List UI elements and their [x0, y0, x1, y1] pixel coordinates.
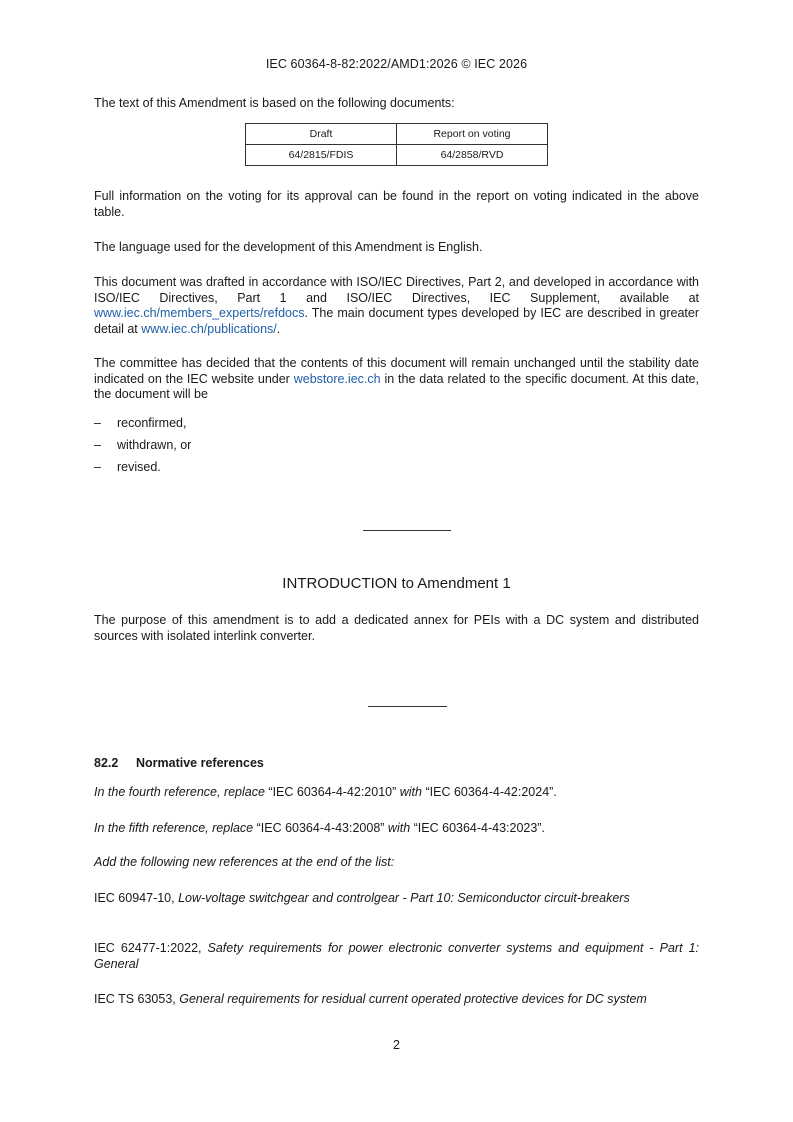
reference-id: IEC 60947-10,	[94, 891, 179, 905]
reference-id: IEC TS 63053,	[94, 992, 180, 1006]
table-cell: 64/2858/RVD	[397, 145, 548, 166]
list-item-text: withdrawn, or	[117, 438, 192, 452]
table-header-cell: Report on voting	[397, 124, 548, 145]
section-title: Normative references	[136, 756, 264, 770]
instruction-fifth-reference	[94, 821, 699, 837]
list-item	[94, 460, 161, 475]
instruction-text: with	[384, 821, 414, 835]
directives-text: . The main document types developed by IEC are described in greater detail at	[94, 306, 699, 336]
stability-paragraph	[94, 356, 699, 403]
list-item	[94, 438, 191, 453]
page-header: IEC 60364-8-82:2022/AMD1:2026 © IEC 2026	[265, 57, 528, 71]
reference-title: Safety requirements for power electronic converter systems and equipment - Part 1: General	[94, 941, 699, 971]
list-item-text: revised.	[117, 460, 161, 474]
voting-documents-table	[245, 123, 548, 166]
directives-paragraph	[94, 275, 699, 337]
section-heading	[94, 756, 264, 770]
instruction-text: with	[396, 785, 426, 799]
section-divider	[368, 706, 447, 707]
section-number: 82.2	[94, 756, 119, 770]
reference-id: IEC 62477-1:2022,	[94, 941, 208, 955]
reference-entry	[94, 992, 699, 1008]
publications-link[interactable]: www.iec.ch/publications/	[141, 321, 277, 336]
reference-entry	[94, 891, 699, 907]
reference-title: General requirements for residual current operated protective devices for DC system	[179, 992, 647, 1006]
reference-entry	[94, 941, 699, 972]
webstore-link[interactable]: webstore.iec.ch	[293, 371, 381, 386]
list-dash: –	[94, 416, 101, 430]
directives-text: .	[276, 321, 281, 336]
documents-intro-text: The text of this Amendment is based on the following documents:	[94, 96, 455, 110]
table-cell: 64/2815/FDIS	[246, 145, 397, 166]
list-item	[94, 416, 186, 431]
page-number: 2	[393, 1038, 400, 1052]
voting-info-paragraph: Full information on the voting for its approval can be found in the report on voting indicated in the above table.	[94, 189, 699, 219]
reference-title: Low-voltage switchgear and controlgear - Part 10: Semiconductor circuit-breakers	[178, 891, 630, 905]
list-dash: –	[94, 438, 101, 452]
list-item-text: reconfirmed,	[117, 416, 187, 430]
new-reference: “IEC 60364-4-42:2024”	[425, 785, 554, 799]
stability-text: in the data related to the specific document. At this date, the document will be	[94, 371, 699, 401]
introduction-title: INTRODUCTION to Amendment 1	[282, 575, 511, 592]
table-header-cell: Draft	[246, 124, 397, 145]
stability-text: The committee has decided that the contents of this document will remain unchanged until the stability date indicated on the IEC website under	[94, 356, 699, 386]
directives-text: This document was drafted in accordance with ISO/IEC Directives, Part 2, and developed in accordance with ISO/IEC Directives, Part 1 and ISO/IEC Directives, IEC Supplement, available at	[94, 275, 699, 305]
instruction-fourth-reference	[94, 785, 699, 801]
language-paragraph: The language used for the development of this Amendment is English.	[94, 240, 483, 254]
table-header-row	[246, 124, 548, 145]
old-reference: “IEC 60364-4-42:2010”	[268, 785, 397, 799]
table-row	[246, 145, 548, 166]
old-reference: “IEC 60364-4-43:2008”	[256, 821, 385, 835]
add-references-instruction: Add the following new references at the end of the list:	[94, 855, 395, 869]
introduction-text: The purpose of this amendment is to add a dedicated annex for PEIs with a DC system and distributed sources with isolated interlink converter.	[94, 613, 699, 643]
new-reference: “IEC 60364-4-43:2023”	[413, 821, 542, 835]
instruction-text: .	[553, 785, 557, 799]
list-dash: –	[94, 460, 101, 474]
section-divider	[363, 530, 451, 531]
instruction-text: In the fourth reference, replace	[94, 785, 269, 799]
refdocs-link[interactable]: www.iec.ch/members_experts/refdocs	[94, 306, 305, 320]
instruction-text: In the fifth reference, replace	[94, 821, 257, 835]
instruction-text: .	[541, 821, 545, 835]
